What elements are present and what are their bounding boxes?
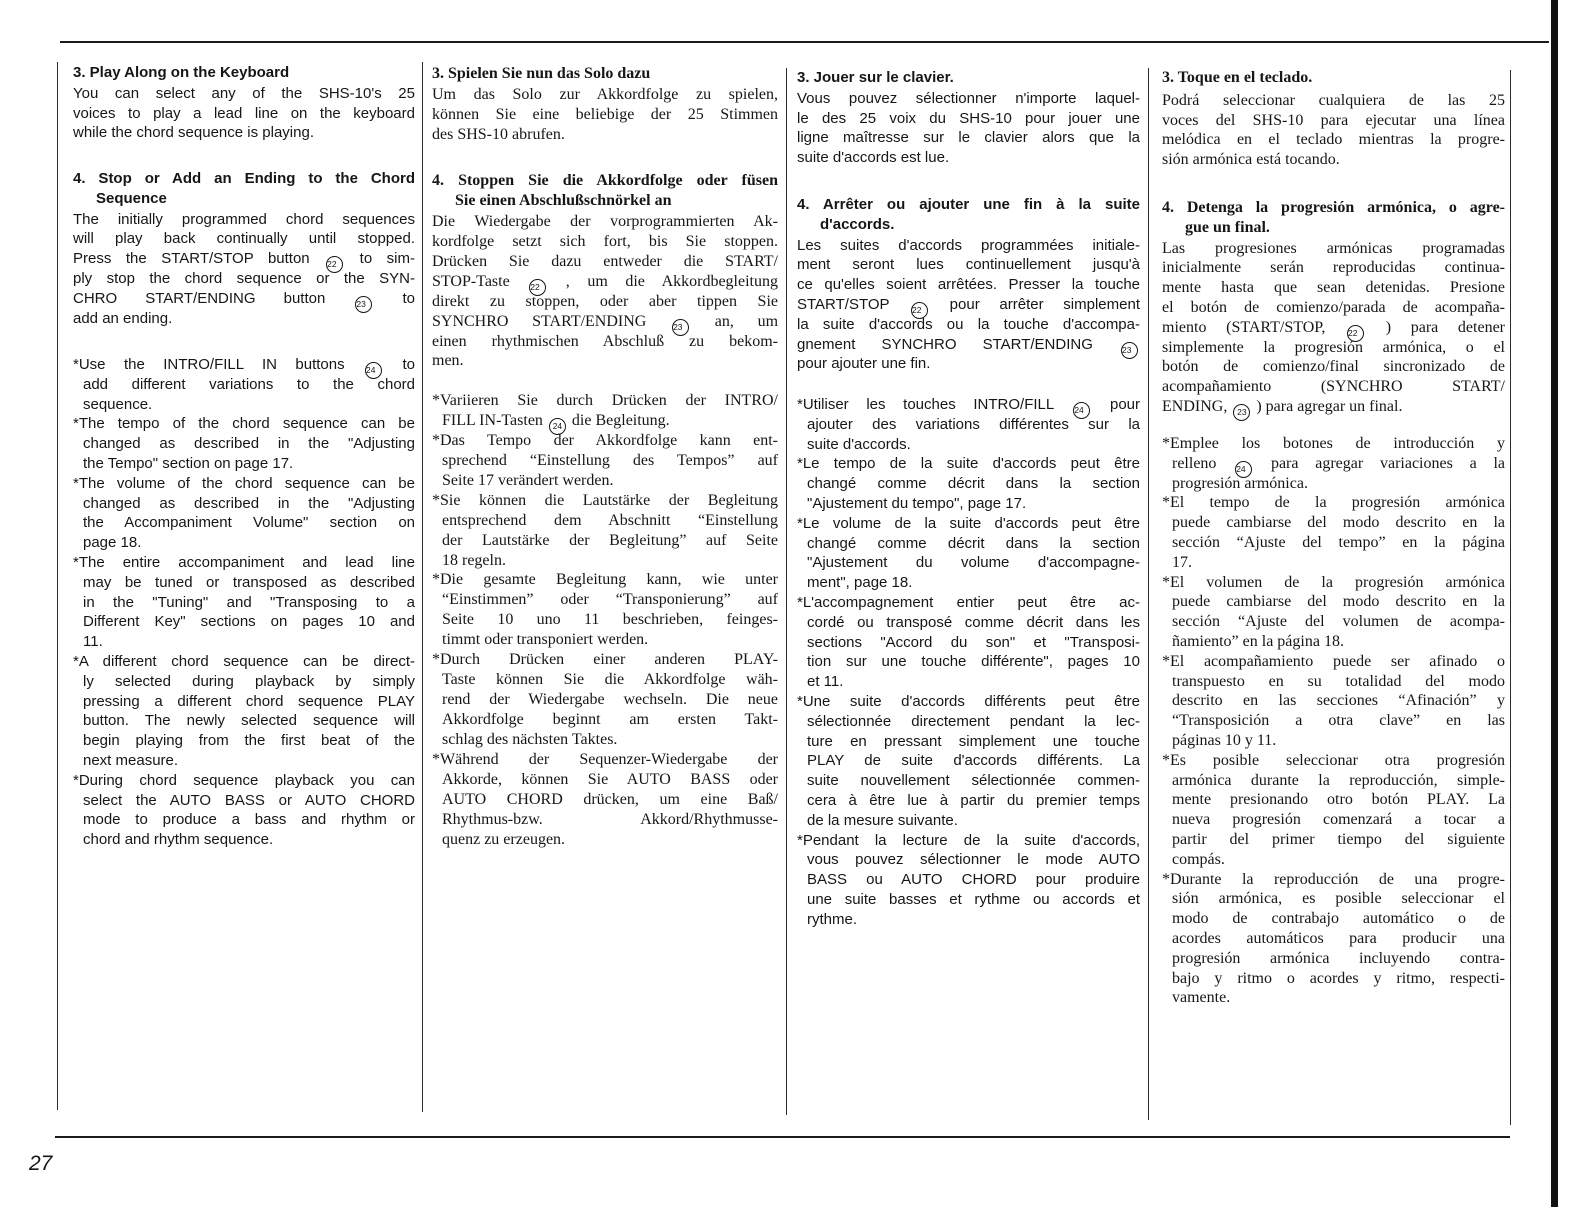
note-line: "Ajustement du volume d'accompagne- <box>807 554 1140 572</box>
note-line: der Lautstärke der Begleitung” auf Seite <box>442 531 778 549</box>
note-line: suite nouvellement sélectionnée commen- <box>807 772 1140 790</box>
section-heading <box>432 171 778 211</box>
circled-number-24 <box>1073 402 1090 419</box>
circled-number-24 <box>549 418 566 435</box>
note-item <box>73 652 415 771</box>
note-line: *The entire accompaniment and lead line <box>73 553 415 571</box>
body-line: simplemente la progresión armónica, o el <box>1162 338 1505 356</box>
circled-number-23 <box>1233 404 1250 421</box>
note-line: páginas 10 y 11. <box>1172 731 1277 749</box>
note-line: sélectionnée directement pendant la lec- <box>807 712 1140 730</box>
note-line: armónica durante la reproducción, simple- <box>1172 771 1505 789</box>
section-body <box>73 210 415 329</box>
note-line: *During chord sequence playback you can <box>73 771 415 789</box>
body-line: STOP-Taste , um die Akkordbegleitung <box>432 272 778 292</box>
body-line: la suite d'accords ou la touche d'accompa- <box>797 315 1140 333</box>
body-line: while the chord sequence is playing. <box>73 124 314 142</box>
note-line: sections "Accord du son" et "Transposi- <box>807 633 1140 651</box>
section-body <box>797 89 1140 168</box>
section-body <box>1162 91 1505 170</box>
note-line: *Le tempo de la suite d'accords peut être <box>797 455 1140 473</box>
note-line: tion sur une touche différente", pages 10 <box>807 653 1140 671</box>
body-line: kordfolge setzt sich fort, bis Sie stoppen. <box>432 232 778 250</box>
body-line: ment seront lues continuellement jusqu'à <box>797 256 1140 274</box>
note-line: sección “Ajuste del volumen de acompa- <box>1172 613 1505 631</box>
note-item <box>73 553 415 652</box>
body-line: einen rhythmischen Abschluß zu bekom- <box>432 332 778 350</box>
note-line: et 11. <box>807 673 844 691</box>
body-line: Podrá seleccionar cualquiera de las 25 <box>1162 91 1505 109</box>
body-line: botón de comienzo/final sincronizado de <box>1162 358 1505 376</box>
note-line: suite d'accords. <box>807 435 911 453</box>
note-item <box>797 514 1140 593</box>
section-play-along <box>797 68 1140 168</box>
section-heading <box>797 68 1140 88</box>
note-line: *Das Tempo der Akkordfolge kann ent- <box>432 431 778 449</box>
note-line: ment", page 18. <box>807 574 913 592</box>
note-line: begin playing from the first beat of the <box>83 732 415 750</box>
note-line: descrito en las secciones “Afinación” y <box>1172 692 1505 710</box>
note-line: mode to produce a bass and rhythm or <box>83 811 415 829</box>
note-line: in the "Tuning" and "Transposing to a <box>83 593 415 611</box>
note-item <box>1162 652 1505 751</box>
section-body <box>797 236 1140 375</box>
body-line: The initially programmed chord sequences <box>73 210 415 228</box>
note-line: “Einstimmen” oder “Transponierung” auf <box>442 591 778 609</box>
section-play-along <box>432 64 778 145</box>
body-line: voices to play a lead line on the keyboard <box>73 104 415 122</box>
note-line: next measure. <box>83 751 179 769</box>
note-line: modo de contrabajo automático o de <box>1172 910 1505 928</box>
note-line: *Variieren Sie durch Drücken der INTRO/ <box>432 392 778 409</box>
note-line: *Emplee los botones de introducción y <box>1162 435 1505 452</box>
notes-list <box>432 391 778 850</box>
note-line: select the AUTO BASS or AUTO CHORD <box>83 791 415 809</box>
column-divider-left <box>57 62 58 1110</box>
note-line: Seite 10 uno 11 beschrieben, feinges- <box>442 611 778 629</box>
note-line: *Utiliser les touches INTRO/FILL pour <box>797 395 1140 415</box>
note-line: *El acompañamiento puede ser afinado o <box>1162 652 1505 670</box>
body-line: Die Wiedergabe der vorprogrammierten Ak- <box>432 212 778 230</box>
body-line: Les suites d'accords programmées initiale- <box>797 236 1140 254</box>
body-line: le des 25 voix du SHS-10 pour jouer une <box>797 109 1140 127</box>
circled-number-22 <box>529 279 546 296</box>
heading-line: d'accords. <box>820 215 895 233</box>
body-line: miento (START/STOP, ) para detener <box>1162 318 1505 338</box>
note-line: bajo y ritmo o acordes y ritmo, respecti- <box>1172 969 1505 987</box>
body-line: ce qu'elles soient arrêtées. Presser la touche <box>797 276 1140 294</box>
note-line: *Durch Drücken einer anderen PLAY- <box>432 651 778 669</box>
note-line: the Tempo" section on page 17. <box>83 454 294 472</box>
note-line: *Die gesamte Begleitung kann, wie unter <box>432 571 778 589</box>
note-item <box>432 570 778 650</box>
section-stop-or-ending <box>73 169 415 328</box>
note-item <box>432 491 778 571</box>
note-item <box>1162 493 1505 572</box>
note-line: Akkordfolge beginnt am ersten Takt- <box>442 711 778 728</box>
section-play-along <box>1162 68 1505 170</box>
circled-number-23 <box>355 296 372 313</box>
body-line: können Sie eine beliebige der 25 Stimmen <box>432 105 778 123</box>
body-line: Press the START/STOP button to sim- <box>73 249 415 269</box>
note-line: transpuesto en su totalidad del modo <box>1172 672 1505 690</box>
note-item <box>73 414 415 473</box>
note-line: sprechend “Einstellung des Tempos” auf <box>442 451 778 469</box>
body-line: men. <box>432 352 464 370</box>
note-item <box>1162 870 1505 1009</box>
note-item <box>1162 751 1505 870</box>
note-line: *El volumen de la progresión armónica <box>1162 573 1505 591</box>
column-divider-2 <box>786 68 787 1115</box>
note-line: Rhythmus-bzw. Akkord/Rhythmusse- <box>442 810 778 828</box>
section-heading <box>73 169 415 209</box>
body-line: gnement SYNCHRO START/ENDING <box>797 335 1140 355</box>
section-body <box>432 212 778 372</box>
note-item <box>432 391 778 431</box>
body-line: CHRO START/ENDING button to <box>73 289 415 309</box>
note-line: PLAY de suite d'accords différents. La <box>807 752 1140 770</box>
heading-line: 3. Play Along on the Keyboard <box>73 64 290 81</box>
body-line: voces del SHS-10 para ejecutar una línea <box>1162 111 1505 129</box>
note-item <box>1162 434 1505 493</box>
bottom-rule <box>55 1136 1510 1138</box>
heading-line: 4. Arrêter ou ajouter une fin à la suite <box>797 196 1140 213</box>
note-line: vous pouvez sélectionner le mode AUTO <box>807 851 1140 869</box>
note-line: compás. <box>1172 850 1225 868</box>
note-item <box>432 431 778 491</box>
column-divider-3 <box>1148 68 1149 1120</box>
note-line: acordes automáticos para producir una <box>1172 929 1505 947</box>
note-line: cera à être lue à partir du premier temps <box>807 791 1140 809</box>
heading-line: 4. Stoppen Sie die Akkordfolge oder füsen <box>432 172 778 189</box>
note-line: *Während der Sequenzer-Wiedergabe der <box>432 750 778 768</box>
note-line: nueva progresión comenzará a tocar a <box>1172 811 1505 829</box>
note-line: FILL IN-Tasten die Begleitung. <box>442 411 778 431</box>
heading-line: 3. Spielen Sie nun das Solo dazu <box>432 65 651 82</box>
column-divider-right <box>1510 70 1511 1125</box>
note-item <box>432 750 778 850</box>
note-line: puede cambiarse del modo descrito en la <box>1172 593 1505 611</box>
note-line: *L'accompagnement entier peut être ac- <box>797 593 1140 611</box>
note-item <box>432 650 778 750</box>
note-line: *Sie können die Lautstärke der Begleitung <box>432 491 778 509</box>
heading-line: gue un final. <box>1185 218 1270 236</box>
note-line: *The tempo of the chord sequence can be <box>73 415 415 433</box>
note-line: 18 regeln. <box>442 551 506 569</box>
note-item <box>73 355 415 414</box>
notes-list <box>797 395 1140 930</box>
body-line: direkt zu stoppen, oder aber tippen Sie <box>432 292 778 310</box>
body-line: ply stop the chord sequence or the SYN- <box>73 269 415 287</box>
column-divider-1 <box>422 62 423 1112</box>
body-line: el botón de comienzo/parada de acompaña- <box>1162 298 1505 316</box>
notes-list <box>1162 434 1505 1008</box>
top-rule <box>60 41 1549 43</box>
body-line: SYNCHRO START/ENDING an, um <box>432 312 778 332</box>
section-stop-or-ending <box>432 171 778 371</box>
circled-number-22 <box>326 256 343 273</box>
note-item <box>797 831 1140 930</box>
body-line: will play back continually until stopped. <box>73 230 415 248</box>
note-line: cordé ou transposé comme décrit dans les <box>807 613 1140 631</box>
circled-number-22 <box>911 302 928 319</box>
note-line: *The volume of the chord sequence can be <box>73 474 415 492</box>
body-line: des SHS-10 abrufen. <box>432 125 565 143</box>
section-body <box>73 84 415 143</box>
body-line: ligne maîtresse sur le clavier alors que la <box>797 129 1140 147</box>
heading-line: 4. Stop or Add an Ending to the Chord <box>73 170 415 187</box>
note-item <box>797 593 1140 692</box>
note-line: entsprechend dem Abschnitt “Einstellung <box>442 511 778 529</box>
note-item <box>1162 573 1505 652</box>
notes-list <box>73 355 415 850</box>
note-line: partir del primer tiempo del siguiente <box>1172 830 1505 848</box>
section-stop-or-ending <box>1162 198 1505 417</box>
note-line: rythme. <box>807 910 858 928</box>
body-line: Las progresiones armónicas programadas <box>1162 239 1505 257</box>
note-item <box>797 692 1140 831</box>
note-line: chord and rhythm sequence. <box>83 831 274 849</box>
note-line: *Durante la reproducción de una progre- <box>1162 870 1505 888</box>
body-line: sión armónica está tocando. <box>1162 151 1340 169</box>
heading-line: Sie einen Abschlußschnörkel an <box>455 191 672 209</box>
body-line: suite d'accords est lue. <box>797 149 950 167</box>
note-line: rend der Wiedergabe wechseln. Die neue <box>442 691 778 709</box>
heading-line: 4. Detenga la progresión armónica, o agre- <box>1162 199 1505 216</box>
note-line: BASS ou AUTO CHORD pour produire <box>807 871 1140 889</box>
note-line: *Pendant la lecture de la suite d'accords, <box>797 831 1140 849</box>
note-line: ture en pressant simplement une touche <box>807 732 1140 750</box>
section-heading <box>73 63 415 83</box>
section-heading <box>432 64 778 84</box>
note-line: puede cambiarse del modo descrito en la <box>1172 514 1505 532</box>
note-line: progresión armónica incluyendo contra- <box>1172 949 1505 967</box>
note-line: “Transposición a otra clave” en las <box>1172 712 1505 730</box>
section-body <box>432 85 778 145</box>
section-stop-or-ending <box>797 195 1140 374</box>
note-line: *El tempo de la progresión armónica <box>1162 494 1505 512</box>
note-line: *Une suite d'accords différents peut être <box>797 692 1140 710</box>
note-line: relleno para agregar variaciones a la <box>1172 454 1505 474</box>
note-line: *Use the INTRO/FILL IN buttons to <box>73 355 415 375</box>
note-line: timmt oder transponiert werden. <box>442 631 649 649</box>
circled-number-22 <box>1347 325 1364 342</box>
note-line: AUTO CHORD drücken, um eine Baß/ <box>442 790 778 808</box>
note-item <box>73 771 415 850</box>
note-line: page 18. <box>83 534 142 552</box>
note-line: changed as described in the "Adjusting <box>83 494 415 512</box>
note-line: button. The newly selected sequence will <box>83 712 415 730</box>
note-line: sión armónica, es posible seleccionar el <box>1172 890 1505 908</box>
note-line: changé comme décrit dans la section <box>807 475 1140 493</box>
note-line: Akkorde, können Sie AUTO BASS oder <box>442 770 778 788</box>
note-line: 11. <box>83 633 103 651</box>
body-line: acompañamiento (SYNCHRO START/ <box>1162 378 1505 396</box>
note-line: *Le volume de la suite d'accords peut être <box>797 514 1140 532</box>
note-line: the Accompaniment Volume" section on <box>83 514 415 532</box>
note-item <box>797 395 1140 454</box>
note-line: changed as described in the "Adjusting <box>83 435 415 453</box>
note-line: "Ajustement du tempo", page 17. <box>807 494 1027 512</box>
note-line: ajouter des variations différentes sur la <box>807 415 1140 433</box>
note-line: pressing a different chord sequence PLAY <box>83 692 415 710</box>
note-line: de la mesure suivante. <box>807 811 958 829</box>
circled-number-24 <box>1235 461 1252 478</box>
body-line: inicialmente serán reproducidas continua- <box>1162 259 1505 277</box>
note-line: *Es posible seleccionar otra progresión <box>1162 751 1505 769</box>
section-heading <box>1162 198 1505 238</box>
section-body <box>1162 239 1505 417</box>
body-line: pour ajouter une fin. <box>797 355 931 373</box>
section-heading <box>1162 68 1505 88</box>
note-line: Taste können Sie die Akkordfolge wäh- <box>442 671 778 689</box>
note-line: *A different chord sequence can be direct- <box>73 652 415 670</box>
note-line: add different variations to the chord <box>83 375 415 393</box>
body-line: START/STOP pour arrêter simplement <box>797 295 1140 315</box>
body-line: Drücken Sie dazu entweder die START/ <box>432 252 778 270</box>
body-line: melódica en el teclado mientras la progre- <box>1162 131 1505 149</box>
note-line: sección “Ajuste del tempo” en la página <box>1172 533 1505 551</box>
circled-number-23 <box>1121 342 1138 359</box>
note-item <box>73 474 415 553</box>
note-line: vamente. <box>1172 989 1231 1007</box>
heading-line: Sequence <box>96 189 167 207</box>
note-line: mente presionando otro botón PLAY. La <box>1172 791 1505 809</box>
circled-number-24 <box>365 362 382 379</box>
heading-line: 3. Toque en el teclado. <box>1162 69 1313 86</box>
body-line: mente hasta que sean detenidas. Presione <box>1162 279 1505 297</box>
body-line: Um das Solo zur Akkordfolge zu spielen, <box>432 85 778 103</box>
body-line: You can select any of the SHS-10's 25 <box>73 84 415 102</box>
note-line: ly selected during playback by simply <box>83 672 415 690</box>
body-line: Vous pouvez sélectionner n'importe laquel- <box>797 89 1140 107</box>
note-line: Seite 17 verändert werden. <box>442 471 614 489</box>
scan-edge-shadow <box>1551 0 1558 1207</box>
section-play-along <box>73 63 415 143</box>
heading-line: 3. Jouer sur le clavier. <box>797 69 954 86</box>
note-line: schlag des nächsten Taktes. <box>442 730 618 748</box>
note-line: une suite basses et rythme ou accords et <box>807 890 1140 908</box>
note-line: sequence. <box>83 395 153 413</box>
note-item <box>797 454 1140 513</box>
note-line: quenz zu erzeugen. <box>442 830 566 848</box>
note-line: progresión armónica. <box>1172 474 1308 492</box>
note-line: may be tuned or transposed as described <box>83 573 415 591</box>
note-line: Different Key" sections on pages 10 and <box>83 613 415 631</box>
page-number: 27 <box>29 1152 53 1175</box>
body-line: ENDING, ) para agregar un final. <box>1162 397 1505 417</box>
note-line: 17. <box>1172 553 1192 571</box>
note-line: changé comme décrit dans la section <box>807 534 1140 552</box>
body-line: add an ending. <box>73 309 173 327</box>
circled-number-23 <box>672 319 689 336</box>
note-line: ñamiento” en la página 18. <box>1172 632 1344 650</box>
section-heading <box>797 195 1140 235</box>
